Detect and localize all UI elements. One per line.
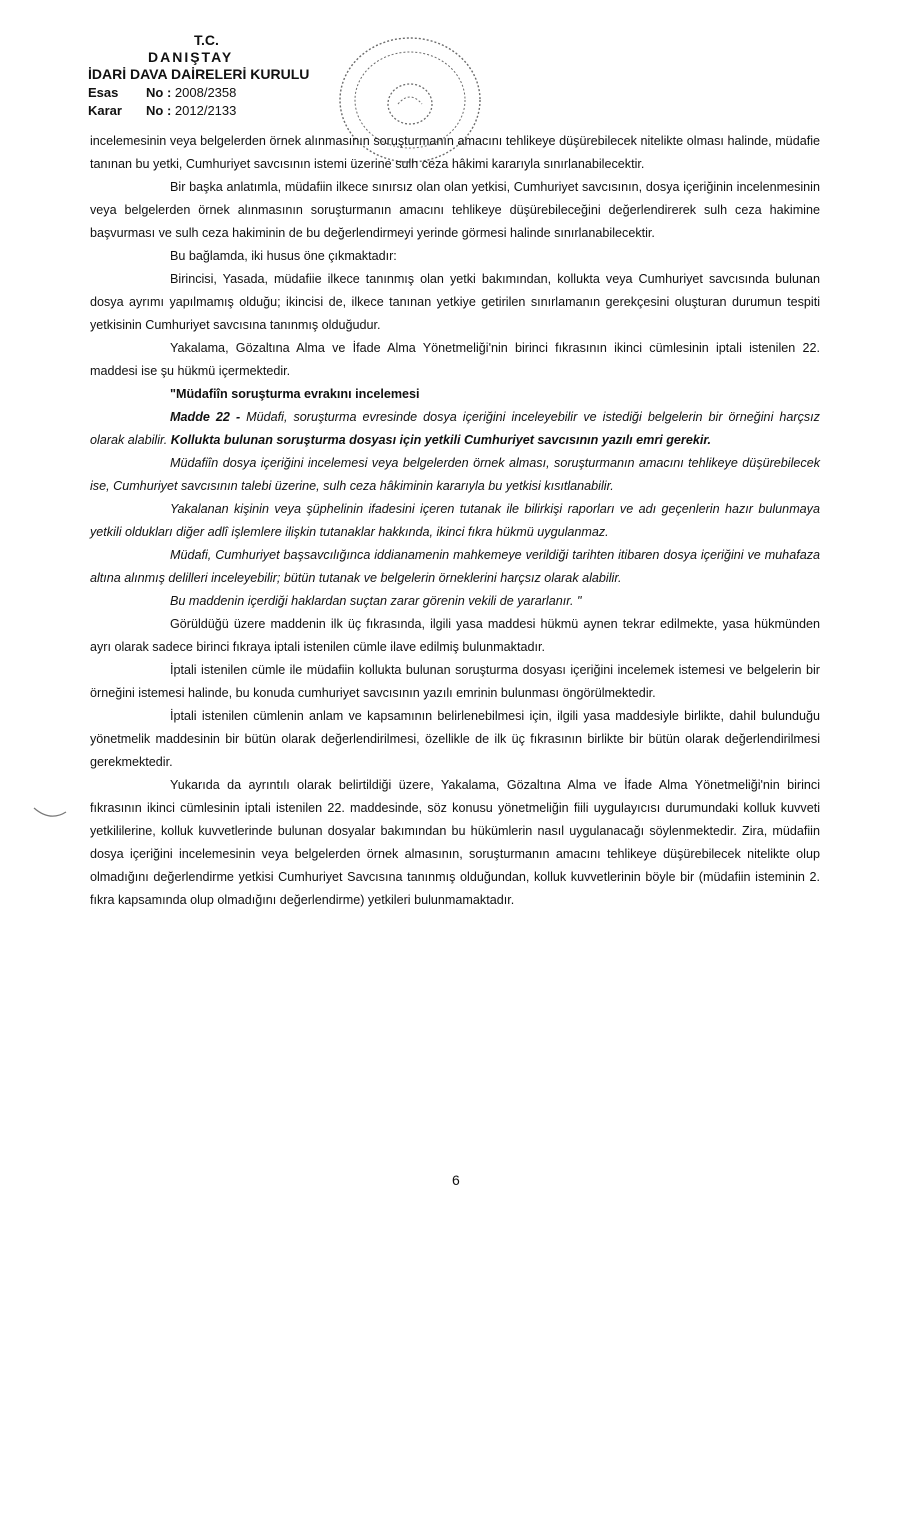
paragraph: Bu bağlamda, iki husus öne çıkmaktadır: [170, 249, 397, 263]
header-karar-row [88, 102, 236, 119]
document-body [90, 130, 820, 912]
paragraph: Müdafi, Cumhuriyet başsavcılığınca iddianamenin mahkemeye verildiği tarihten itibaren dosya içeriğini ve muhafaza altına alınmış delilleri inceleyebilir; bütün tutanak ve belgelerin örneklerini harçsız olarak alabilir. [90, 548, 820, 585]
header-danistay: DANIŞTAY [148, 49, 234, 65]
madde-paragraph [90, 406, 820, 452]
esas-value: 2008/2358 [174, 85, 237, 100]
header-tc: T.C. [194, 32, 219, 48]
paragraph: Görüldüğü üzere maddenin ilk üç fıkrasında, ilgili yasa maddesi hükmü aynen tekrar edilmekte, yasa hükmünden ayrı olarak sadece birinci fıkraya iptali istenilen cümle ilave edilmiş bulunmaktadır. [90, 617, 820, 654]
paragraph: incelemesinin veya belgelerden örnek alınmasının soruşturmanın amacını tehlikeye düşürebilecek nitelikte olması halinde, müdafie tanınan bu yetki, Cumhuriyet savcısının istemi üzerine sulh ceza hâkimi kararıyla sınırlanabilecektir. [90, 134, 820, 171]
paragraph: İptali istenilen cümle ile müdafiin kollukta bulunan soruşturma dosyası içeriğini incelemek istemesi ve belgelerin bir örneğini istemesi halinde, bu konuda cumhuriyet savcısının yazılı emrinin bulunması öngörülmektedir. [90, 663, 820, 700]
paragraph: Birincisi, Yasada, müdafiie ilkece tanınmış olan yetki bakımından, kollukta veya Cumhuriyet savcısında bulunan dosya ayrımı yapılmamış olduğu; ikincisi de, ilkece tanınan yetkiye getirilen sınırlamanın gerekçesini oluşturan durumun tespiti yetkisinin Cumhuriyet savcısına tanınmış olduğudur. [90, 272, 820, 332]
madde-bolditalic: Kollukta bulunan soruşturma dosyası için yetkili Cumhuriyet savcısının yazılı emri gerekir. [170, 433, 712, 447]
page-number: 6 [452, 1172, 460, 1188]
margin-mark [30, 800, 70, 830]
esas-no-label: No : [146, 85, 172, 100]
paragraph: İptali istenilen cümlenin anlam ve kapsamının belirlenebilmesi için, ilgili yasa maddesiyle birlikte, dahil bulunduğu yönetmelik maddesinin bir bütün olarak değerlendirilmesi, özellikle de ilk üç fıkrasının birlikte bir bütün olarak değerlendirilmesi gerekmektedir. [90, 709, 820, 769]
karar-value: 2012/2133 [174, 103, 237, 118]
madde-italic: Müdafi, soruşturma evresinde dosya içeriğini inceleyebilir ve istediği belgelerin bir örneğini harçsız olarak alabilir. [90, 410, 820, 447]
karar-label: Karar [88, 103, 122, 118]
paragraph: Bir başka anlatımla, müdafiin ilkece sınırsız olan olan yetkisi, Cumhuriyet savcısının, dosya içeriğinin incelenmesinin veya belgelerden örnek alınmasının soruşturmanın amacını tehlikeye düşürebileceğini değerlendirerek sulh ceza hakimine başvurması ve sulh ceza hakiminin de bu değerlendirmeyi yerinde görmesi halinde sınırlanabilecektir. [90, 180, 820, 240]
karar-no-label: No : [146, 103, 172, 118]
quote-heading: "Müdafiîn soruşturma evrakını incelemesi [170, 387, 420, 401]
esas-label: Esas [88, 85, 119, 100]
madde-lead: Madde 22 - [170, 410, 247, 424]
paragraph: Yakalanan kişinin veya şüphelinin ifadesini içeren tutanak ile bilirkişi raporları ve adı geçenlerin hazır bulunmaya yetkili oldukları diğer adlî işlemlere ilişkin tutanaklar hakkında, ikinci fıkra hükmü uygulanmaz. [90, 502, 820, 539]
paragraph: Yukarıda da ayrıntılı olarak belirtildiği üzere, Yakalama, Gözaltına Alma ve İfade Alma Yönetmeliği'nin birinci fıkrasının ikinci cümlesinin iptali istenilen 22. maddesinde, söz konusu yönetmeliğin fiili uygulayıcısı durumundaki kolluk kuvveti yetkililerine, kolluk kuvvetlerinde bulunan dosyalar bakımından bu hükümlerin nasıl uygulanacağı söylenmektedir. Zira, müdafiin dosya içeriğini incelemesinin veya belgelerden örnek almasının, soruşturmanın amacını tehlikeye düşürebilecek nitelikte olup olmadığını değerlendirme yetkisi Cumhuriyet Savcısına tanınmış olduğundan, kolluk kuvvetlerinin böyle bir (müdafiin isteminin 2. fıkra kapsamında olup olmadığını değerlendirme) yetkileri bulunmamaktadır. [90, 778, 820, 907]
paragraph: Yakalama, Gözaltına Alma ve İfade Alma Yönetmeliği'nin birinci fıkrasının ikinci cümlesinin iptali istenilen 22. maddesi ise şu hükmü içermektedir. [90, 341, 820, 378]
header-court-name: İDARİ DAVA DAİRELERİ KURULU [88, 66, 310, 82]
paragraph: Müdafiîn dosya içeriğini incelemesi veya belgelerden örnek alması, soruşturmanın amacını tehlikeye düşürebilecek ise, Cumhuriyet savcısının talebi üzerine, sulh ceza hâkiminin kararıyla bu yetkisi kısıtlanabilir. [90, 456, 820, 493]
paragraph: Bu maddenin içerdiği haklardan suçtan zarar görenin vekili de yararlanır. " [170, 594, 582, 608]
header-esas-row [88, 84, 236, 101]
